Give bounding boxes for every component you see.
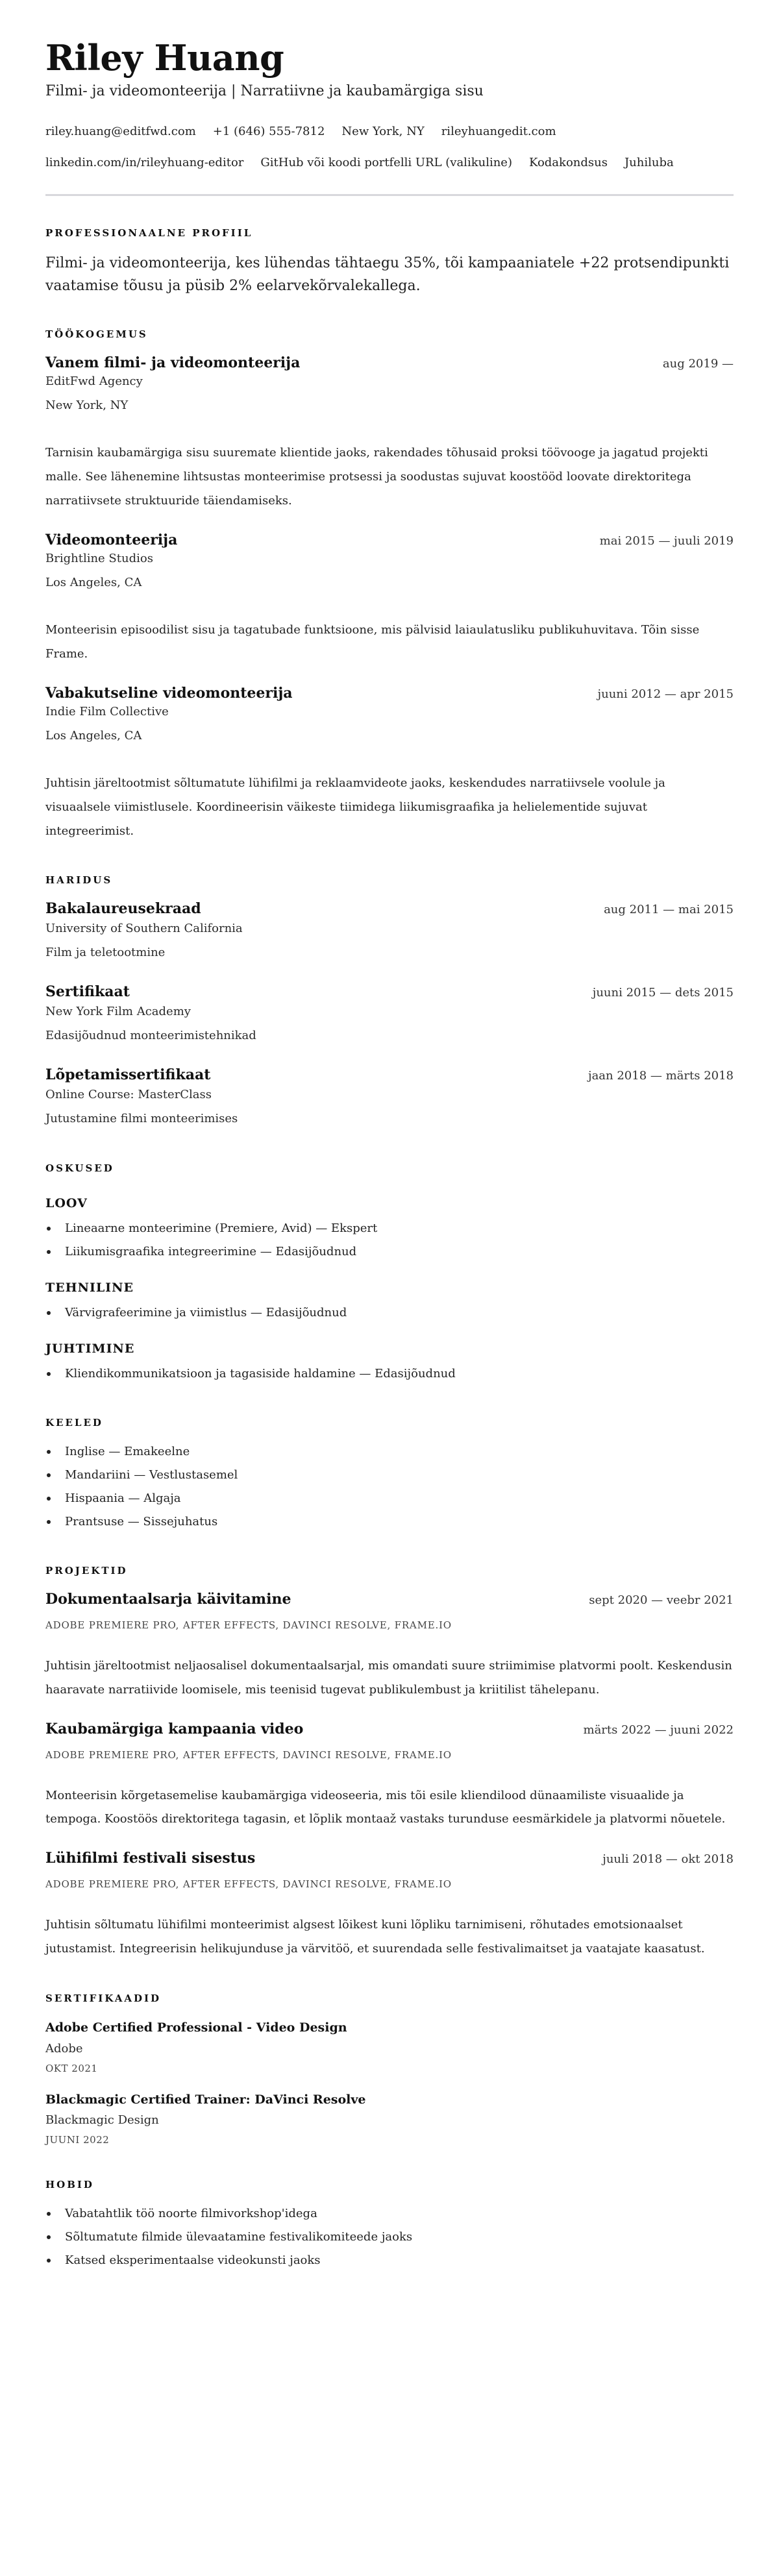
education-entry [45, 900, 734, 965]
project-dates: märts 2022 — juuni 2022 [583, 1723, 734, 1737]
certification-entry [45, 2018, 734, 2076]
project-entry [45, 1721, 734, 1832]
contact-list [45, 116, 734, 178]
job-dates: juuni 2012 — apr 2015 [597, 687, 734, 701]
job-company: EditFwd Agency [45, 374, 143, 389]
contact-email[interactable]: riley.huang@editfwd.com [45, 124, 196, 138]
hobby-item: Vabatahtlik töö noorte filmivorkshop'idega [45, 2202, 734, 2226]
language-item: Mandariini — Vestlustasemel [45, 1464, 734, 1487]
job-description: Juhtisin järeltootmist sõltumatute lühifilmi ja reklaamvideote jaoks, keskendudes narratiivsele voolule ja visuaalsele viimistlusele. Koordineerisin väikeste tiimidega liikumisgraafika ja helielementide sujuvat integreerimist. [45, 776, 665, 838]
certification-entry [45, 2091, 734, 2148]
resume-header [45, 38, 734, 196]
project-tech-stack: ADOBE PREMIERE PRO, AFTER EFFECTS, DAVINCI RESOLVE, FRAME.IO [45, 1878, 452, 1891]
header-divider [45, 194, 734, 196]
contact-phone[interactable]: +1 (646) 555-7812 [212, 124, 325, 138]
contact-drivers-license: Juhiluba [624, 155, 674, 169]
language-item: Inglise — Emakeelne [45, 1440, 734, 1464]
project-description: Monteerisin kõrgetasemelise kaubamärgiga videoseeria, mis tõi esile kliendilood dünaamiliste visuaalide ja tempoga. Koostöös direktoritega tagasin, et lõplik montaaž vastaks turunduse eesmärkidele ja platvormi nõuetele. [45, 1788, 726, 1826]
language-list [45, 1440, 734, 1534]
project-name: Kaubamärgiga kampaania video [45, 1720, 304, 1737]
section-title: PROFESSIONAALNE PROFIIL [45, 227, 253, 239]
candidate-name: Riley Huang [45, 37, 284, 79]
contact-location: New York, NY [341, 124, 425, 138]
education-dates: aug 2011 — mai 2015 [604, 903, 734, 917]
job-title: Videomonteerija [45, 531, 178, 548]
skill-list [45, 1301, 734, 1325]
contact-github[interactable]: GitHub või koodi portfelli URL (valikuline) [260, 155, 512, 169]
certifications-section [45, 1993, 734, 2148]
section-title: HOBID [45, 2179, 94, 2191]
job-location: Los Angeles, CA [45, 728, 142, 742]
job-location: New York, NY [45, 399, 129, 413]
degree-title: Lõpetamissertifikaat [45, 1066, 211, 1083]
hobbies-section [45, 2179, 734, 2272]
job-title: Vabakutseline videomonteerija [45, 684, 293, 702]
job-company: Indie Film Collective [45, 704, 169, 718]
certification-name: Blackmagic Certified Trainer: DaVinci Resolve [45, 2092, 366, 2107]
project-description: Juhtisin sõltumatu lühifilmi monteerimist algsest lõikest kuni lõpliku tarnimiseni, rõhutades emotsionaalset jutustamist. Integreerisin helikujunduse ja värvitöö, et suurendada selle festivalimaitset ja vaatajate kaasatust. [45, 1918, 705, 1956]
experience-entry [45, 532, 734, 667]
field-of-study: Jutustamine filmi monteerimises [45, 1111, 238, 1125]
certification-issuer: Blackmagic Design [45, 2113, 159, 2128]
certification-issuer: Adobe [45, 2041, 83, 2055]
skill-item: Liikumisgraafika integreerimine — Edasijõudnud [45, 1240, 734, 1264]
section-title: TÖÖKOGEMUS [45, 328, 148, 341]
project-description: Juhtisin järeltootmist neljaosalisel dokumentaalsarjal, mis omandati suure striimimise platvormi poolt. Keskendusin haaravate narratiivide loomisele, mis teenisid tugevat publikulembust ja kriitilist tähelepanu. [45, 1658, 732, 1697]
education-section [45, 874, 734, 1131]
profile-section [45, 227, 734, 297]
project-name: Dokumentaalsarja käivitamine [45, 1590, 291, 1608]
hobby-item: Sõltumatute filmide ülevaatamine festivalikomiteede jaoks [45, 2226, 734, 2249]
projects-section [45, 1565, 734, 1961]
contact-citizenship: Kodakondsus [528, 155, 608, 169]
section-title: HARIDUS [45, 874, 113, 887]
skill-item: Lineaarne monteerimine (Premiere, Avid) — Ekspert [45, 1217, 734, 1240]
job-description: Monteerisin episoodilist sisu ja tagatubade funktsioone, mis pälvisid laiaulatusliku publikuhuvitava. Tõin sisse Frame. [45, 622, 700, 661]
skills-section [45, 1162, 734, 1386]
school-name: New York Film Academy [45, 1005, 191, 1019]
project-entry [45, 1850, 734, 1961]
job-description: Tarnisin kaubamärgiga sisu suuremate klientide jaoks, rakendades tõhusaid proksi töövooge ja jagatud projekti malle. See lähenemine lihtsustas monteerimise protsessi ja soodustas sujuvat koostööd loovate direktoritega narratiivsete struktuuride täiendamiseks. [45, 446, 708, 508]
contact-linkedin[interactable]: linkedin.com/in/rileyhuang-editor [45, 155, 244, 169]
project-name: Lühifilmi festivali sisestus [45, 1850, 256, 1867]
experience-entry [45, 354, 734, 513]
certification-name: Adobe Certified Professional - Video Design [45, 2020, 347, 2035]
degree-title: Sertifikaat [45, 983, 130, 1001]
section-title: PROJEKTID [45, 1564, 128, 1576]
project-entry [45, 1591, 734, 1702]
education-entry [45, 1066, 734, 1131]
project-dates: sept 2020 — veebr 2021 [589, 1593, 734, 1607]
school-name: Online Course: MasterClass [45, 1087, 212, 1101]
language-item: Prantsuse — Sissejuhatus [45, 1510, 734, 1534]
certification-date: OKT 2021 [45, 2062, 98, 2074]
section-title: OSKUSED [45, 1162, 114, 1174]
job-company: Brightline Studios [45, 551, 153, 565]
certification-date: JUUNI 2022 [45, 2134, 110, 2146]
degree-title: Bakalaureusekraad [45, 900, 201, 918]
skill-group-title: LOOV [45, 1196, 88, 1210]
education-entry [45, 983, 734, 1048]
job-dates: mai 2015 — juuli 2019 [599, 534, 734, 548]
school-name: University of Southern California [45, 922, 243, 936]
education-dates: jaan 2018 — märts 2018 [587, 1068, 734, 1083]
skill-group-title: JUHTIMINE [45, 1341, 135, 1356]
skill-list [45, 1362, 734, 1386]
job-dates: aug 2019 — [662, 357, 734, 371]
skill-list [45, 1217, 734, 1264]
hobby-item: Katsed eksperimentaalse videokunsti jaoks [45, 2249, 734, 2272]
project-tech-stack: ADOBE PREMIERE PRO, AFTER EFFECTS, DAVINCI RESOLVE, FRAME.IO [45, 1748, 452, 1761]
language-item: Hispaania — Algaja [45, 1487, 734, 1510]
section-title: SERTIFIKAADID [45, 1993, 162, 2005]
profile-summary: Filmi- ja videomonteerija, kes lühendas tähtaegu 35%, tõi kampaaniatele +22 protsendipunkti vaatamise tõusu ja püsib 2% eelarvekõrvalekallega. [45, 254, 730, 295]
experience-section [45, 328, 734, 843]
project-dates: juuli 2018 — okt 2018 [602, 1852, 734, 1867]
skill-item: Värvigrafeerimine ja viimistlus — Edasijõudnud [45, 1301, 734, 1325]
project-tech-stack: ADOBE PREMIERE PRO, AFTER EFFECTS, DAVINCI RESOLVE, FRAME.IO [45, 1619, 452, 1631]
skill-item: Kliendikommunikatsioon ja tagasiside haldamine — Edasijõudnud [45, 1362, 734, 1386]
contact-website[interactable]: rileyhuangedit.com [441, 124, 556, 138]
education-dates: juuni 2015 — dets 2015 [592, 986, 734, 1000]
languages-section [45, 1417, 734, 1534]
job-title: Vanem filmi- ja videomonteerija [45, 354, 301, 372]
field-of-study: Film ja teletootmine [45, 946, 166, 960]
experience-entry [45, 685, 734, 844]
skill-group-title: TEHNILINE [45, 1280, 134, 1295]
section-title: KEELED [45, 1416, 103, 1429]
job-location: Los Angeles, CA [45, 575, 142, 589]
field-of-study: Edasijõudnud monteerimistehnikad [45, 1029, 256, 1043]
hobby-list [45, 2202, 734, 2272]
candidate-headline: Filmi- ja videomonteerija | Narratiivne ja kaubamärgiga sisu [45, 83, 484, 100]
